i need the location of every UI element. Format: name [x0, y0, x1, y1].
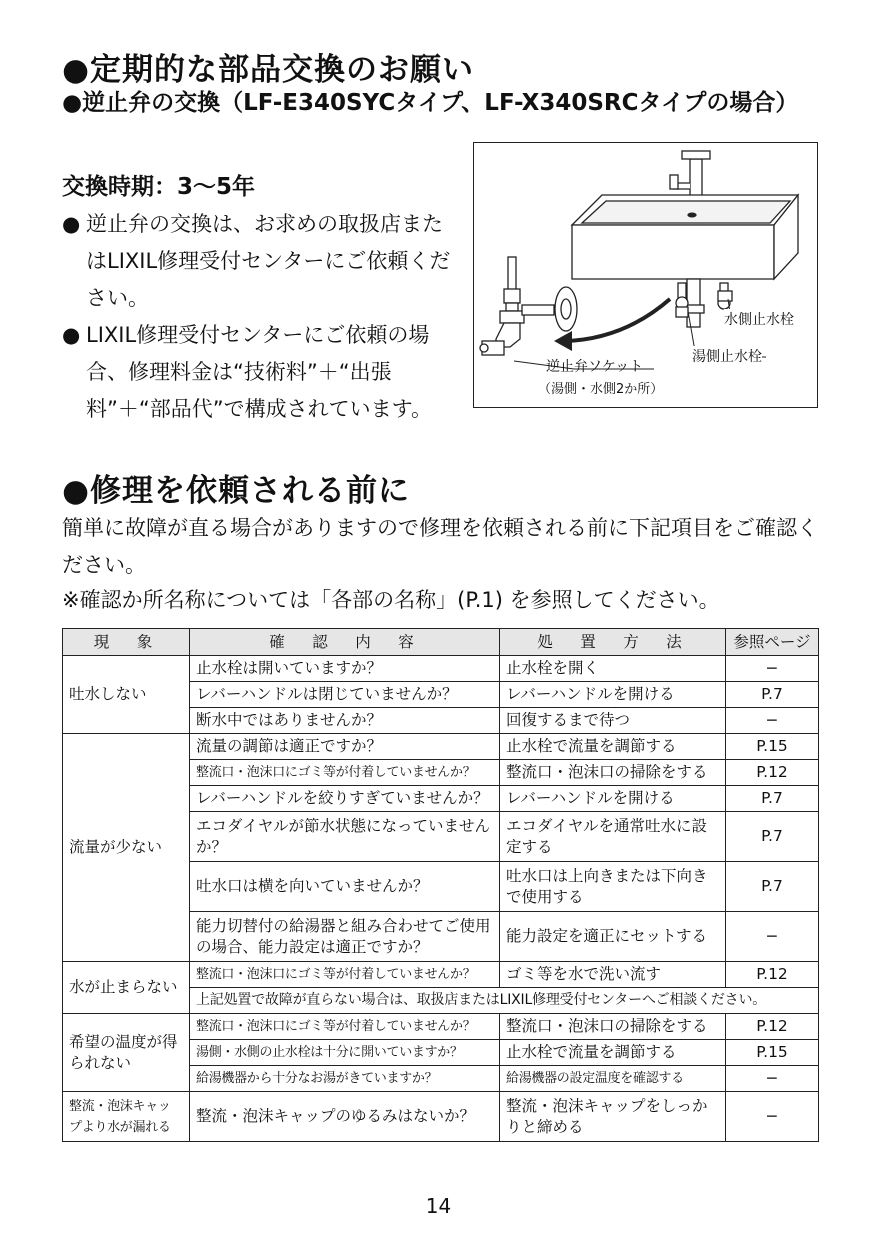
- sink-basin-icon: [572, 195, 798, 279]
- replacement-bullets: [62, 206, 454, 428]
- action-cell: 整流・泡沫キャップをしっかりと締める: [500, 1092, 726, 1142]
- parts-name-reference-note: ※確認か所名称については「各部の名称」(P.1) を参照してください。: [62, 588, 720, 612]
- ref-page-cell: P.12: [726, 962, 819, 988]
- ref-page-cell: P.15: [726, 734, 819, 760]
- action-cell: 整流口・泡沫口の掃除をする: [500, 760, 726, 786]
- action-cell: 整流口・泡沫口の掃除をする: [500, 1014, 726, 1040]
- label-hot-stop-valve: 湯側止水栓: [692, 346, 762, 366]
- check-cell: レバーハンドルを絞りすぎていませんか？: [190, 786, 500, 812]
- ref-page-cell: −: [726, 1066, 819, 1092]
- replacement-period: 交換時期：3〜5年: [62, 174, 256, 200]
- check-cell: 流量の調節は適正ですか？: [190, 734, 500, 760]
- troubleshooting-table: [62, 628, 819, 1142]
- section-title-parts-replacement: ●定期的な部品交換のお願い: [62, 52, 475, 88]
- bullet-item-1: [62, 206, 454, 317]
- bullet-dot: ●: [62, 212, 81, 236]
- column-header-check: 確 認 内 容: [190, 629, 500, 656]
- action-cell: レバーハンドルを開ける: [500, 786, 726, 812]
- before-repair-intro: 簡単に故障が直る場合がありますので修理を依頼される前に下記項目をご確認ください。: [62, 516, 818, 577]
- action-cell: ゴミ等を水で洗い流す: [500, 962, 726, 988]
- label-socket-location-note: （湯側・水側2か所）: [538, 382, 664, 397]
- symptom-cell: 整流・泡沫キャップより水が漏れる: [63, 1092, 190, 1142]
- ref-page-cell: −: [726, 656, 819, 682]
- action-cell: 給湯機器の設定温度を確認する: [500, 1066, 726, 1092]
- table-row: [63, 656, 819, 682]
- check-valve-figure: [473, 142, 818, 408]
- bullet-text-1: 逆止弁の交換は、お求めの取扱店またはLIXIL修理受付センターにご依頼ください。: [86, 212, 451, 310]
- table-row: [63, 1092, 819, 1142]
- check-cell: エコダイヤルが節水状態になっていませんか？: [190, 812, 500, 862]
- ref-page-cell: P.7: [726, 786, 819, 812]
- ref-page-cell: P.12: [726, 1014, 819, 1040]
- check-cell: 能力切替付の給湯器と組み合わせてご使用の場合、能力設定は適正ですか？: [190, 912, 500, 962]
- ref-page-cell: −: [726, 708, 819, 734]
- table-row: [63, 1014, 819, 1040]
- table-row: [63, 734, 819, 760]
- action-cell: 止水栓を開く: [500, 656, 726, 682]
- check-cell: レバーハンドルは閉じていませんか？: [190, 682, 500, 708]
- action-cell: 回復するまで待つ: [500, 708, 726, 734]
- check-cell: 断水中ではありませんか？: [190, 708, 500, 734]
- symptom-cell: 吐水しない: [63, 656, 190, 734]
- action-cell: 能力設定を適正にセットする: [500, 912, 726, 962]
- check-cell: 湯側・水側の止水栓は十分に開いていますか？: [190, 1040, 500, 1066]
- section-subtitle-check-valve: ●逆止弁の交換（LF-E340SYCタイプ、LF-X340SRCタイプの場合）: [62, 90, 799, 116]
- ref-page-cell: P.7: [726, 862, 819, 912]
- consult-note-cell: 上記処置で故障が直らない場合は、取扱店またはLIXIL修理受付センターへご相談ください。: [190, 988, 819, 1014]
- section-title-before-repair: ●修理を依頼される前に: [62, 473, 411, 509]
- symptom-cell: 水が止まらない: [63, 962, 190, 1014]
- label-cold-stop-valve: 水側止水栓: [724, 309, 794, 329]
- label-check-valve-socket: 逆止弁ソケット: [546, 359, 644, 375]
- ref-page-cell: −: [726, 1092, 819, 1142]
- check-cell: 整流口・泡沫口にゴミ等が付着していませんか？: [190, 1014, 500, 1040]
- column-header-ref-page: 参照ページ: [726, 629, 819, 656]
- bullet-dot: ●: [62, 323, 81, 347]
- page-number: 14: [425, 1194, 452, 1218]
- action-cell: 止水栓で流量を調節する: [500, 1040, 726, 1066]
- table-row: [63, 962, 819, 988]
- check-cell: 給湯機器から十分なお湯がきていますか？: [190, 1066, 500, 1092]
- ref-page-cell: P.7: [726, 682, 819, 708]
- check-cell: 止水栓は開いていますか？: [190, 656, 500, 682]
- column-header-action: 処 置 方 法: [500, 629, 726, 656]
- arrow-head-icon: [554, 331, 572, 351]
- action-cell: 止水栓で流量を調節する: [500, 734, 726, 760]
- check-cell: 吐水口は横を向いていませんか？: [190, 862, 500, 912]
- ref-page-cell: P.7: [726, 812, 819, 862]
- check-cell: 整流・泡沫キャップのゆるみはないか？: [190, 1092, 500, 1142]
- ref-page-cell: P.15: [726, 1040, 819, 1066]
- symptom-cell: 希望の温度が得られない: [63, 1014, 190, 1092]
- arrow-icon: [566, 299, 670, 341]
- symptom-cell: 流量が少ない: [63, 734, 190, 962]
- action-cell: エコダイヤルを通常吐水に設定する: [500, 812, 726, 862]
- bullet-text-2: LIXIL修理受付センターにご依頼の場合、修理料金は“技術料”＋“出張料”＋“部品代”で構成されています。: [86, 323, 432, 421]
- action-cell: 吐水口は上向きまたは下向きで使用する: [500, 862, 726, 912]
- sink-illustration: [474, 143, 817, 407]
- bullet-item-2: [62, 317, 454, 428]
- action-cell: レバーハンドルを開ける: [500, 682, 726, 708]
- table-header-row: [63, 629, 819, 656]
- column-header-symptom: 現 象: [63, 629, 190, 656]
- check-cell: 整流口・泡沫口にゴミ等が付着していませんか？: [190, 760, 500, 786]
- ref-page-cell: −: [726, 912, 819, 962]
- ref-page-cell: P.12: [726, 760, 819, 786]
- check-cell: 整流口・泡沫口にゴミ等が付着していませんか？: [190, 962, 500, 988]
